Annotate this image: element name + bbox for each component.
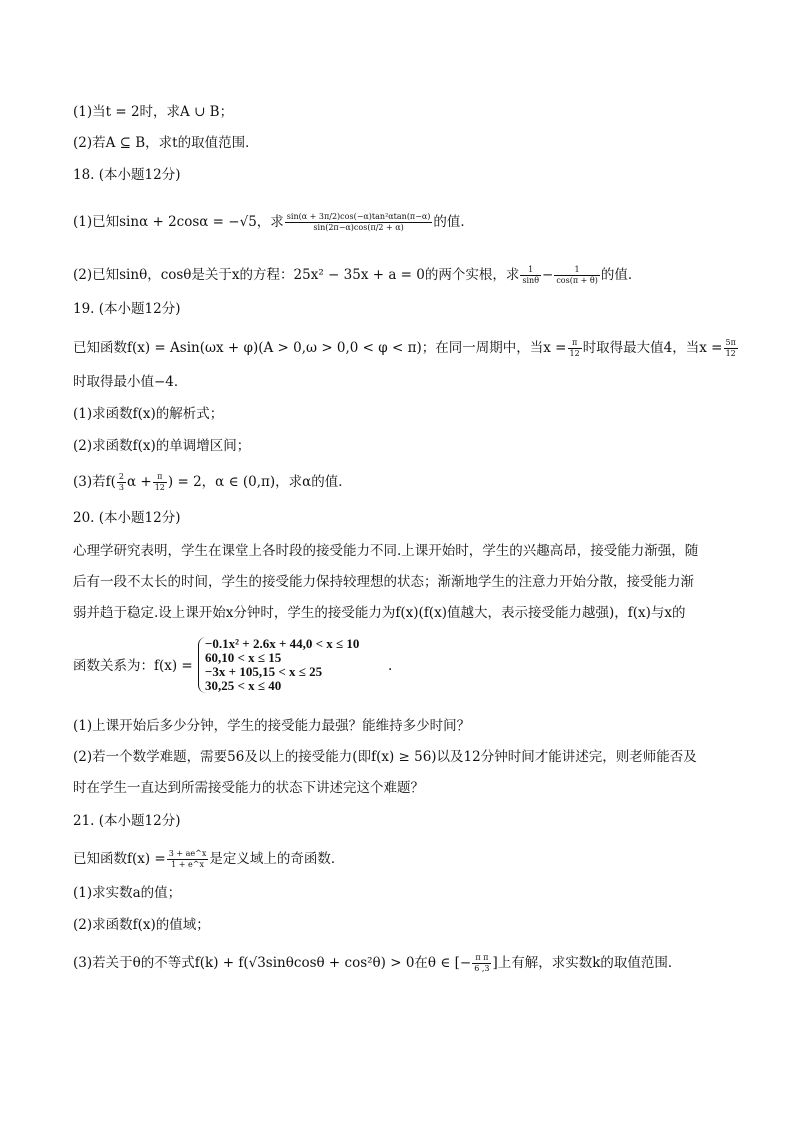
q20-part2: (2)若一个数学难题，需要56及以上的接受能力(即f(x) ≥ 56)以及12分钟时间才能讲述完，则老师能否及	[73, 749, 697, 765]
piecewise-case-3: −3x + 105,15 < x ≤ 25	[205, 664, 323, 679]
q18-part2: (2)已知sinθ，cosθ是关于x的方程：25x² − 35x + a = 0的两个实根，求 $\frac{1}{\sin\theta}$ − $\frac{1}{\cos(\pi + \theta)}$ 的值．	[73, 265, 642, 285]
q20-part1: (1)上课开始后多少分钟，学生的接受能力最强？能维持多少时间？	[73, 718, 471, 734]
q17-part1: (1)当t = 2时，求A ∪ B；	[73, 104, 234, 120]
q21-stem: 已知函数f(x) = $\frac{3 + ae\^{}x}{1 + e\^{}x}$ 是定义域上的奇函数．	[73, 849, 345, 869]
piecewise-end: .	[388, 658, 393, 674]
q19-part1: (1)求函数f(x)的解析式；	[73, 406, 224, 422]
q21-part3: (3)若关于θ的不等式f(k) + f(√3sinθcosθ + cos²θ) > 0在θ ∈ [− $\frac{\text{π π}}{6 ,3}$ ]上有解，求实数k的取值范围．	[73, 953, 682, 973]
q21-part1: (1)求实数a的值；	[73, 885, 182, 901]
q18-fraction: $\frac{\text{sin(α + 3π/2)cos(−α)tan²αtan(π−α)}}{\sin(2\pi-\alpha)\cos(\pi/2 + \alpha)}$	[286, 212, 431, 232]
q19-heading: 19. (本小题12分)	[73, 301, 181, 317]
q19-part2: (2)求函数f(x)的单调增区间；	[73, 438, 251, 454]
q19-stem-cont: 时取得最小值−4．	[73, 374, 188, 390]
q17-part2: (2)若A ⊆ B，求t的取值范围．	[73, 135, 259, 151]
q21-part2: (2)求函数f(x)的值域；	[73, 917, 210, 933]
q21-heading: 21. (本小题12分)	[73, 813, 181, 829]
q20-part2-cont: 时在学生一直达到所需接受能力的状态下讲述完这个难题？	[73, 780, 424, 796]
q20-stem-line2: 后有一段不太长的时间，学生的接受能力保持较理想的状态；渐渐地学生的注意力开始分散，接受能力渐	[73, 574, 694, 590]
q18-fraction-b: $\frac{1}{\cos(\pi + \theta)}$	[556, 265, 598, 285]
q18-part1: (1)已知sinα + 2cosα = −√5，求 $\frac{\text{sin(α + 3π/2)cos(−α)tan²αtan(π−α)}}{\sin(2\pi-\alpha)\cos(\pi/2 + \alpha)}$ 的值．	[73, 212, 474, 232]
q18-fraction-a: $\frac{1}{\sin\theta}$	[522, 265, 540, 285]
piecewise-case-4: 30,25 < x ≤ 40	[205, 678, 282, 693]
q19-stem: 已知函数f(x) = Asin(ωx + φ)(A > 0,ω > 0,0 < φ < π)；在同一周期中，当x = $\frac{\pi}{12}$ 时取得最大值4，当x = $\frac{5\pi}{12}$	[73, 338, 736, 358]
piecewise-case-1: −0.1x² + 2.6x + 44,0 < x ≤ 10	[205, 636, 360, 651]
piecewise-case-2: 60,10 < x ≤ 15	[205, 650, 282, 665]
q19-part3: (3)若f( $\frac{2}{3}$ α + $\frac{\pi}{12}$ ) = 2，α ∈ (0,π)，求α的值．	[73, 472, 352, 492]
q18-heading: 18. (本小题12分)	[73, 167, 181, 183]
q20-function-label: 函数关系为：f(x) =	[73, 658, 193, 674]
q20-heading: 20. (本小题12分)	[73, 510, 181, 526]
q20-stem-line3: 弱并趋于稳定.设上课开始x分钟时，学生的接受能力为f(x)(f(x)值越大，表示接受能力越强)，f(x)与x的	[73, 605, 686, 621]
q20-stem-line1: 心理学研究表明，学生在课堂上各时段的接受能力不同.上课开始时，学生的兴趣高昂，接受能力渐强，随	[73, 543, 699, 559]
